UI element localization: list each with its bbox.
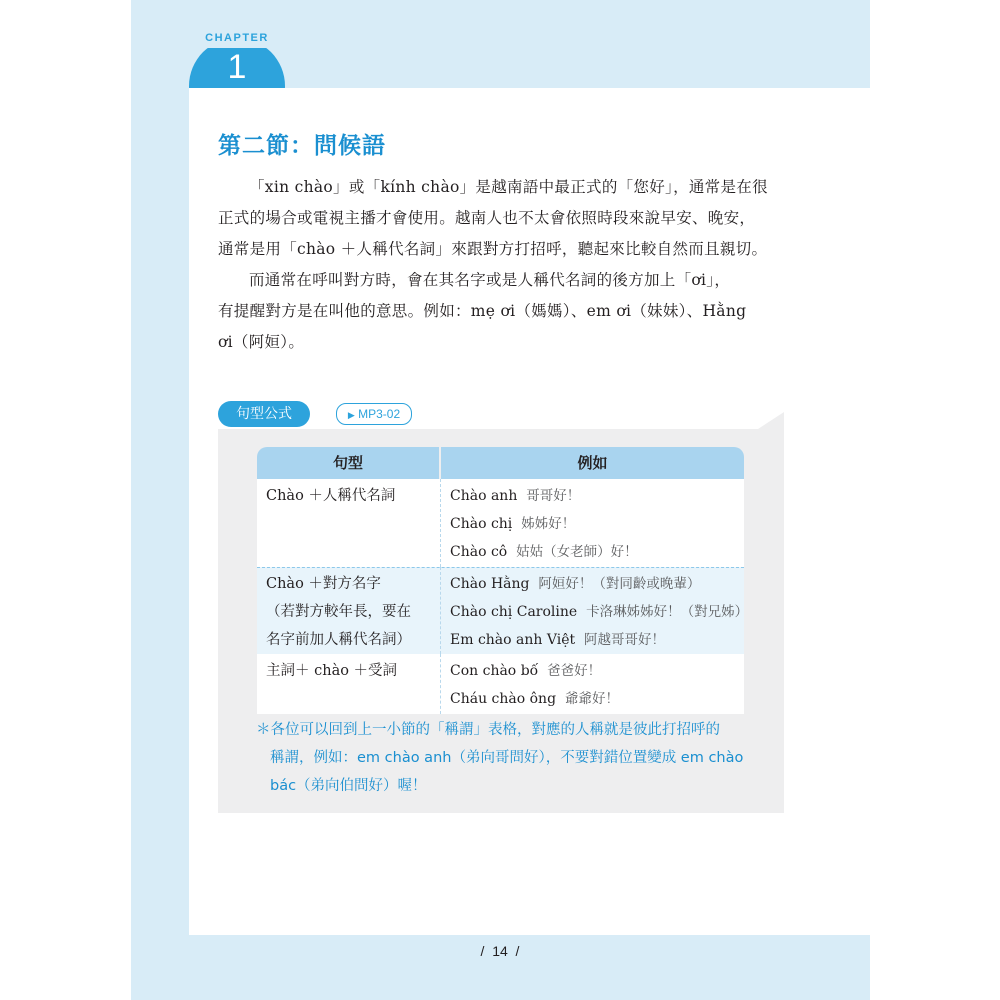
paragraph-line: ơi（阿姮）。 [218,333,305,351]
example-line: Chào cô 姑姑（女老師）好！ [450,544,638,560]
example-line: Chào chị Caroline 卡洛琳姊姊好！（對兄姊） [450,604,749,620]
calling-paragraph [218,265,784,358]
paragraph-line: 有提醒對方是在叫他的意思。例如：mẹ ơi（媽媽）、em ơi（妹妹）、Hằng [218,302,747,320]
page-number-value: 14 [492,943,508,959]
pattern-cell [266,657,436,685]
table-header-example: 例如 [441,447,744,479]
panel-corner-tab [758,412,784,429]
footnote-line: 稱謂，例如：em chào anh（弟向哥問好），不要對錯位置變成 em chào [270,750,744,766]
play-icon: ▶ [347,410,355,420]
mp3-track-label: MP3-02 [358,407,401,421]
column-divider [440,479,442,567]
example-line: Chào Hằng 阿姮好！（對同齡或晚輩） [450,576,701,592]
pattern-line: 主詞＋ chào ＋受詞 [266,663,398,679]
pattern-line: Chào ＋對方名字 [266,576,381,592]
footnote [256,716,756,800]
pattern-cell [266,482,436,510]
example-line: Cháu chào ông 爺爺好！ [450,691,619,707]
column-divider [440,654,442,714]
example-line: Con chào bố 爸爸好！ [450,663,602,679]
example-line: Em chào anh Việt 阿越哥哥好！ [450,632,666,648]
pattern-cell [266,570,436,654]
section-title: 第二節：問候語 [218,133,386,159]
footnote-line: ＊各位可以回到上一小節的「稱謂」表格，對應的人稱就是彼此打招呼的 [256,722,720,738]
intro-paragraph [218,172,784,265]
example-cell [450,657,744,713]
mp3-track-button[interactable] [336,403,412,425]
formula-label: 句型公式 [218,401,310,427]
page-slash-right: / [507,943,520,959]
paragraph-line: 通常是用「chào ＋人稱代名詞」來跟對方打招呼，聽起來比較自然而且親切。 [218,240,768,258]
example-cell [450,482,744,566]
paragraph-line: 而通常在呼叫對方時，會在其名字或是人稱代名詞的後方加上「ơi」， [249,271,731,289]
pattern-line: 名字前加人稱代名詞） [266,632,411,648]
example-cell [450,570,749,654]
table-header-pattern: 句型 [257,447,439,479]
chapter-number: 1 [227,48,247,86]
pattern-line: （若對方較年長，要在 [266,604,411,620]
paragraph-line: 「xin chào」或「kính chào」是越南語中最正式的「您好」，通常是在很 [249,178,768,196]
chapter-label [189,30,285,50]
paragraph-line: 正式的場合或電視主播才會使用。越南人也不太會依照時段來說早安、晚安， [218,209,756,227]
example-line: Chào anh 哥哥好！ [450,488,581,504]
example-line: Chào chị 姊姊好！ [450,516,576,532]
footnote-line: bác（弟向伯問好）喔！ [270,778,427,794]
column-divider [440,567,442,654]
pattern-line: Chào ＋人稱代名詞 [266,488,396,504]
page-number [450,943,550,959]
page-slash-left: / [480,943,493,959]
chapter-word: CHAPTER [205,32,269,44]
